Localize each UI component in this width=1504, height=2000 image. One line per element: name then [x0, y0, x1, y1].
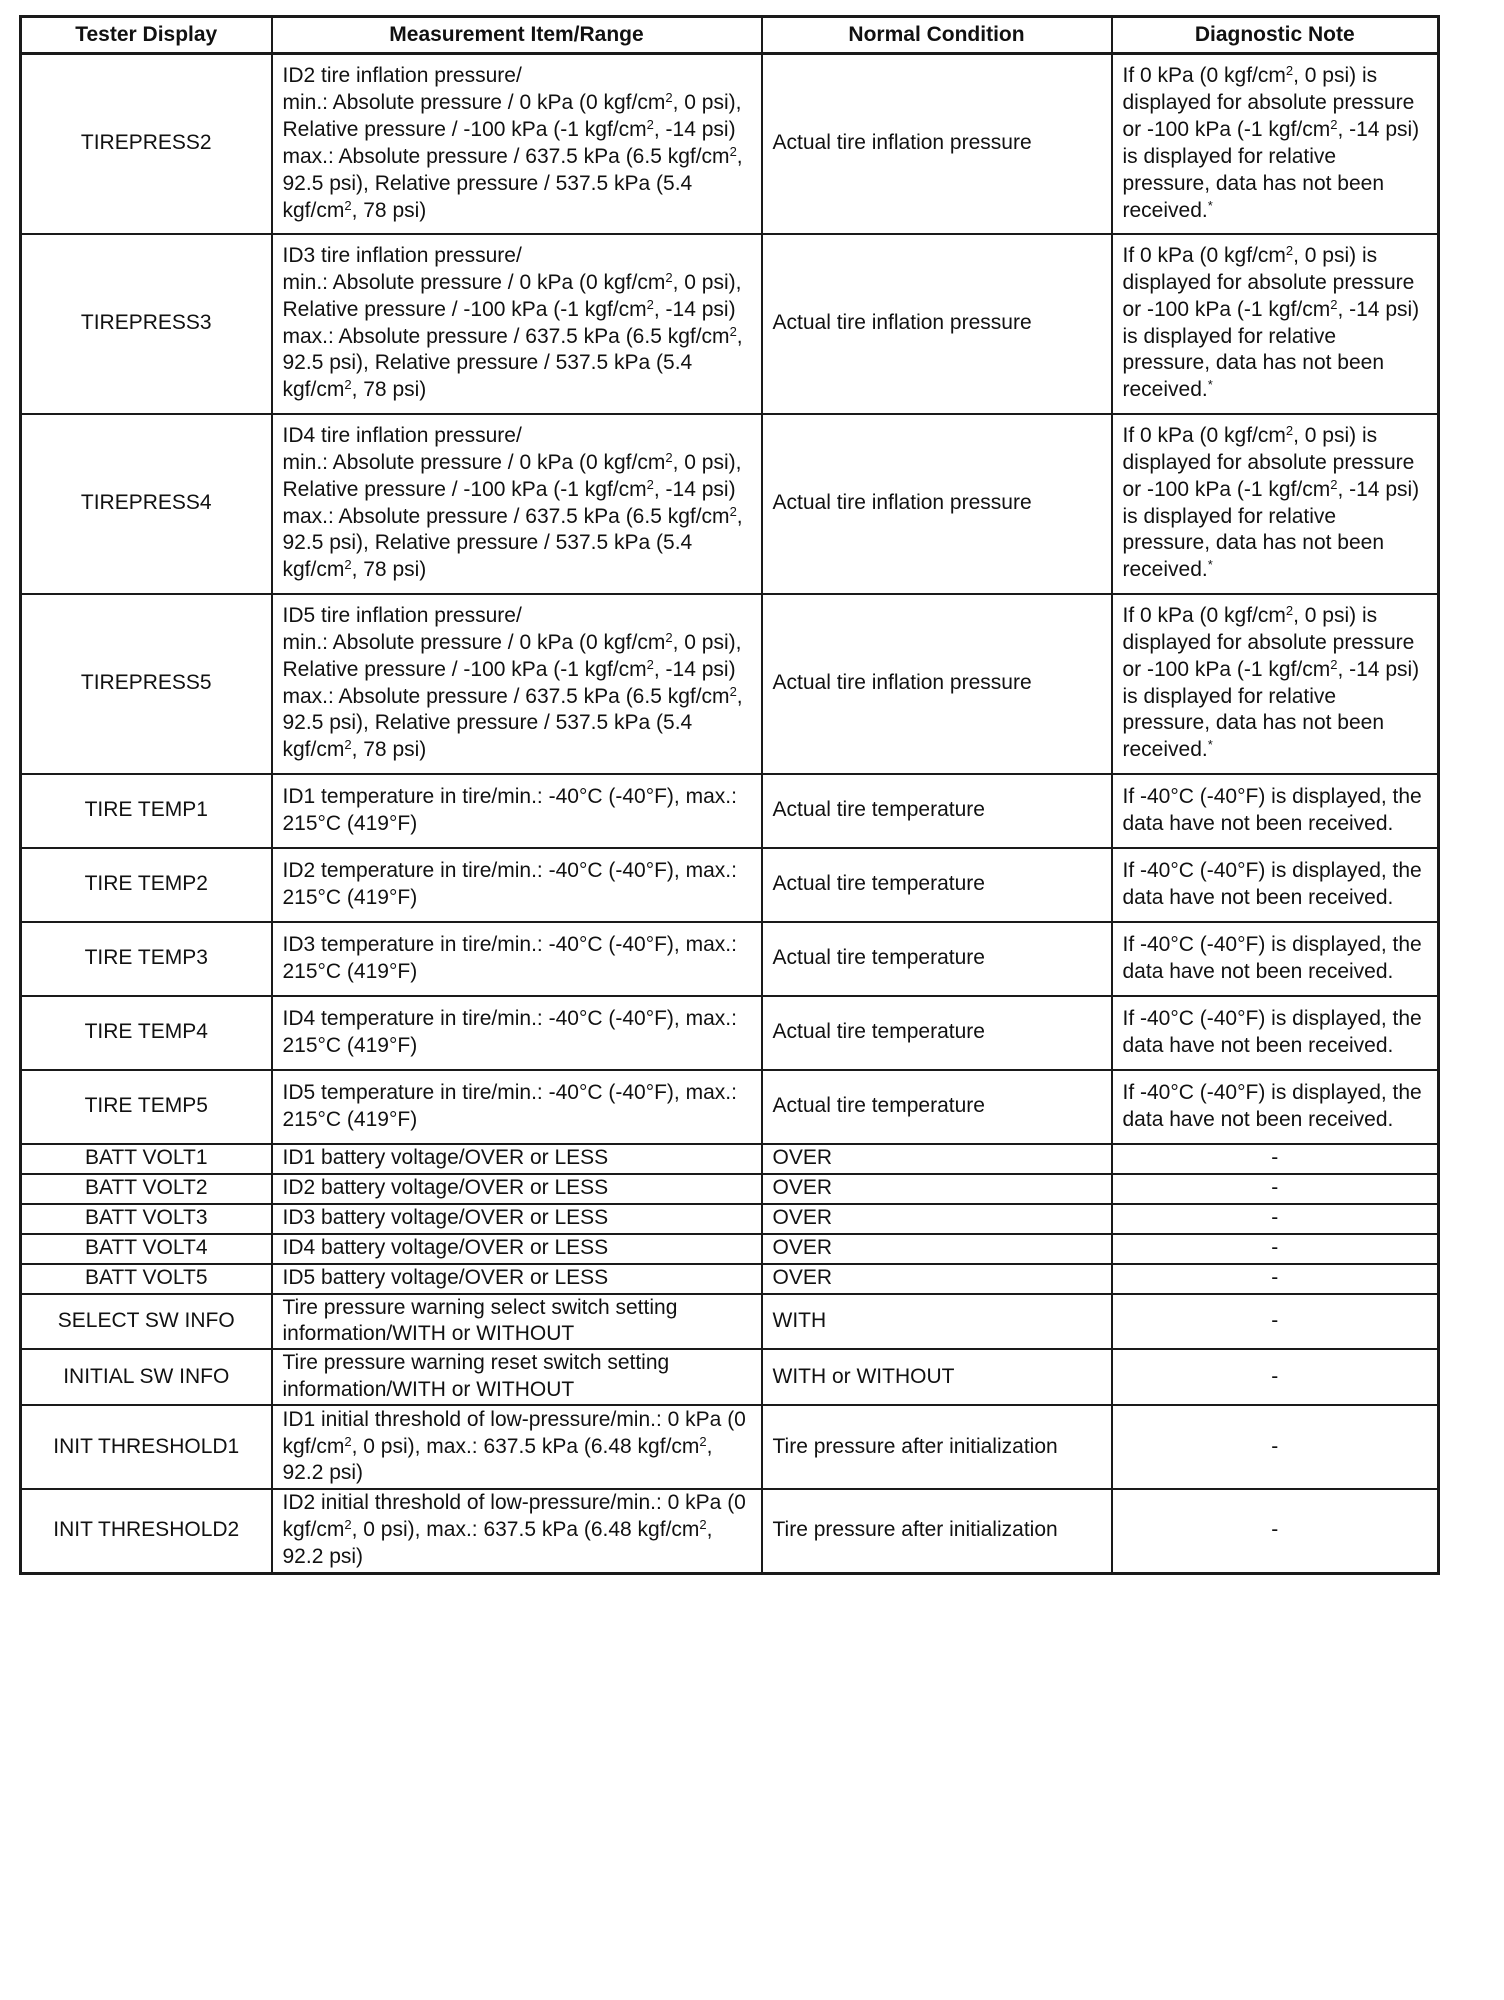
cell-diagnostic-note: If 0 kPa (0 kgf/$cm^2$, 0 psi) is displayed for absolute pressure or -100 kPa (-1 kgf/$cm^2$, -14 psi) is displayed for relative pressure, data has not been received.* — [1112, 414, 1439, 594]
cell-normal-condition: WITH or WITHOUT — [762, 1349, 1112, 1405]
cell-normal-condition: Actual tire inflation pressure — [762, 54, 1112, 234]
cell-tester-display: BATT VOLT5 — [21, 1264, 272, 1294]
table-row — [21, 1144, 1439, 1174]
cell-diagnostic-note: - — [1112, 1204, 1439, 1234]
table-row — [21, 234, 1439, 414]
cell-normal-condition: Actual tire temperature — [762, 774, 1112, 848]
cell-measurement-item: ID1 temperature in tire/min.: -40°C (-40°F), max.: 215°C (419°F) — [272, 774, 762, 848]
table-row — [21, 1349, 1439, 1405]
cell-measurement-item: ID4 tire inflation pressure/ min.: Absolute pressure / 0 kPa (0 kgf/$cm^2$, 0 psi), Relative pressure / -100 kPa (-1 kgf/$cm^2$, -14 psi) max.: Absolute pressure / 637.5 kPa (6.5 kgf/$cm^2$, 92.5 psi), Relative pressure / 537.5 kPa (5.4 kgf/$cm^2$, 78 psi) — [272, 414, 762, 594]
cell-normal-condition: Actual tire inflation pressure — [762, 414, 1112, 594]
cell-diagnostic-note: - — [1112, 1405, 1439, 1489]
table-row — [21, 594, 1439, 774]
data-list-page — [19, 15, 1437, 1575]
cell-normal-condition: Actual tire temperature — [762, 996, 1112, 1070]
table-row — [21, 414, 1439, 594]
cell-measurement-item: ID5 tire inflation pressure/ min.: Absolute pressure / 0 kPa (0 kgf/$cm^2$, 0 psi), Relative pressure / -100 kPa (-1 kgf/$cm^2$, -14 psi) max.: Absolute pressure / 637.5 kPa (6.5 kgf/$cm^2$, 92.5 psi), Relative pressure / 537.5 kPa (5.4 kgf/$cm^2$, 78 psi) — [272, 594, 762, 774]
table-row — [21, 922, 1439, 996]
header-tester-display: Tester Display — [21, 17, 272, 54]
header-row — [21, 17, 1439, 54]
cell-normal-condition: WITH — [762, 1294, 1112, 1350]
cell-tester-display: TIRE TEMP4 — [21, 996, 272, 1070]
cell-tester-display: BATT VOLT1 — [21, 1144, 272, 1174]
cell-tester-display: TIREPRESS5 — [21, 594, 272, 774]
cell-normal-condition: Actual tire inflation pressure — [762, 594, 1112, 774]
cell-tester-display: INIT THRESHOLD2 — [21, 1489, 272, 1573]
cell-normal-condition: OVER — [762, 1174, 1112, 1204]
cell-normal-condition: Tire pressure after initialization — [762, 1489, 1112, 1573]
cell-diagnostic-note: If -40°C (-40°F) is displayed, the data have not been received. — [1112, 1070, 1439, 1144]
table-row — [21, 848, 1439, 922]
table-row — [21, 1234, 1439, 1264]
data-list-table — [19, 15, 1440, 1575]
table-row — [21, 1174, 1439, 1204]
table-row — [21, 1264, 1439, 1294]
cell-measurement-item: ID4 temperature in tire/min.: -40°C (-40°F), max.: 215°C (419°F) — [272, 996, 762, 1070]
cell-diagnostic-note: - — [1112, 1234, 1439, 1264]
cell-diagnostic-note: If 0 kPa (0 kgf/$cm^2$, 0 psi) is displayed for absolute pressure or -100 kPa (-1 kgf/$cm^2$, -14 psi) is displayed for relative pressure, data has not been received.* — [1112, 594, 1439, 774]
cell-diagnostic-note: - — [1112, 1294, 1439, 1350]
cell-tester-display: TIRE TEMP2 — [21, 848, 272, 922]
cell-diagnostic-note: If -40°C (-40°F) is displayed, the data have not been received. — [1112, 774, 1439, 848]
table-row — [21, 1489, 1439, 1573]
cell-tester-display: INITIAL SW INFO — [21, 1349, 272, 1405]
cell-diagnostic-note: If 0 kPa (0 kgf/$cm^2$, 0 psi) is displayed for absolute pressure or -100 kPa (-1 kgf/$cm^2$, -14 psi) is displayed for relative pressure, data has not been received.* — [1112, 234, 1439, 414]
cell-diagnostic-note: - — [1112, 1144, 1439, 1174]
table-row — [21, 1204, 1439, 1234]
cell-normal-condition: OVER — [762, 1204, 1112, 1234]
cell-measurement-item: ID5 temperature in tire/min.: -40°C (-40°F), max.: 215°C (419°F) — [272, 1070, 762, 1144]
cell-tester-display: TIRE TEMP5 — [21, 1070, 272, 1144]
header-diagnostic-note: Diagnostic Note — [1112, 17, 1439, 54]
cell-measurement-item: Tire pressure warning reset switch setting information/WITH or WITHOUT — [272, 1349, 762, 1405]
cell-measurement-item: ID3 tire inflation pressure/ min.: Absolute pressure / 0 kPa (0 kgf/$cm^2$, 0 psi), Relative pressure / -100 kPa (-1 kgf/$cm^2$, -14 psi) max.: Absolute pressure / 637.5 kPa (6.5 kgf/$cm^2$, 92.5 psi), Relative pressure / 537.5 kPa (5.4 kgf/$cm^2$, 78 psi) — [272, 234, 762, 414]
cell-tester-display: TIREPRESS3 — [21, 234, 272, 414]
table-row — [21, 1070, 1439, 1144]
cell-measurement-item: ID2 tire inflation pressure/ min.: Absolute pressure / 0 kPa (0 kgf/$cm^2$, 0 psi), Relative pressure / -100 kPa (-1 kgf/$cm^2$, -14 psi) max.: Absolute pressure / 637.5 kPa (6.5 kgf/$cm^2$, 92.5 psi), Relative pressure / 537.5 kPa (5.4 kgf/$cm^2$, 78 psi) — [272, 54, 762, 234]
cell-normal-condition: Tire pressure after initialization — [762, 1405, 1112, 1489]
cell-tester-display: TIREPRESS4 — [21, 414, 272, 594]
cell-diagnostic-note: - — [1112, 1349, 1439, 1405]
table-row — [21, 774, 1439, 848]
cell-normal-condition: Actual tire temperature — [762, 848, 1112, 922]
cell-tester-display: BATT VOLT3 — [21, 1204, 272, 1234]
cell-measurement-item: Tire pressure warning select switch setting information/WITH or WITHOUT — [272, 1294, 762, 1350]
cell-tester-display: TIRE TEMP1 — [21, 774, 272, 848]
cell-diagnostic-note: - — [1112, 1174, 1439, 1204]
table-header — [21, 17, 1439, 54]
cell-tester-display: BATT VOLT2 — [21, 1174, 272, 1204]
cell-tester-display: SELECT SW INFO — [21, 1294, 272, 1350]
cell-measurement-item: ID2 battery voltage/OVER or LESS — [272, 1174, 762, 1204]
cell-measurement-item: ID5 battery voltage/OVER or LESS — [272, 1264, 762, 1294]
header-measurement-item-range: Measurement Item/Range — [272, 17, 762, 54]
cell-diagnostic-note: If 0 kPa (0 kgf/$cm^2$, 0 psi) is displayed for absolute pressure or -100 kPa (-1 kgf/$cm^2$, -14 psi) is displayed for relative pressure, data has not been received.* — [1112, 54, 1439, 234]
cell-diagnostic-note: If -40°C (-40°F) is displayed, the data have not been received. — [1112, 922, 1439, 996]
cell-tester-display: INIT THRESHOLD1 — [21, 1405, 272, 1489]
cell-measurement-item: ID3 temperature in tire/min.: -40°C (-40°F), max.: 215°C (419°F) — [272, 922, 762, 996]
table-row — [21, 996, 1439, 1070]
cell-measurement-item: ID2 temperature in tire/min.: -40°C (-40°F), max.: 215°C (419°F) — [272, 848, 762, 922]
cell-measurement-item: ID4 battery voltage/OVER or LESS — [272, 1234, 762, 1264]
cell-tester-display: TIREPRESS2 — [21, 54, 272, 234]
cell-normal-condition: Actual tire inflation pressure — [762, 234, 1112, 414]
table-body — [21, 54, 1439, 1574]
cell-diagnostic-note: - — [1112, 1489, 1439, 1573]
cell-normal-condition: Actual tire temperature — [762, 922, 1112, 996]
cell-diagnostic-note: If -40°C (-40°F) is displayed, the data have not been received. — [1112, 996, 1439, 1070]
cell-measurement-item: ID1 battery voltage/OVER or LESS — [272, 1144, 762, 1174]
cell-measurement-item: ID2 initial threshold of low-pressure/min.: 0 kPa (0 kgf/$cm^2$, 0 psi), max.: 637.5 kPa (6.48 kgf/$cm^2$, 92.2 psi) — [272, 1489, 762, 1573]
cell-normal-condition: OVER — [762, 1144, 1112, 1174]
header-normal-condition: Normal Condition — [762, 17, 1112, 54]
cell-measurement-item: ID1 initial threshold of low-pressure/min.: 0 kPa (0 kgf/$cm^2$, 0 psi), max.: 637.5 kPa (6.48 kgf/$cm^2$, 92.2 psi) — [272, 1405, 762, 1489]
cell-tester-display: BATT VOLT4 — [21, 1234, 272, 1264]
cell-diagnostic-note: - — [1112, 1264, 1439, 1294]
cell-tester-display: TIRE TEMP3 — [21, 922, 272, 996]
table-row — [21, 1294, 1439, 1350]
cell-normal-condition: Actual tire temperature — [762, 1070, 1112, 1144]
cell-diagnostic-note: If -40°C (-40°F) is displayed, the data have not been received. — [1112, 848, 1439, 922]
cell-normal-condition: OVER — [762, 1264, 1112, 1294]
cell-normal-condition: OVER — [762, 1234, 1112, 1264]
table-row — [21, 54, 1439, 234]
cell-measurement-item: ID3 battery voltage/OVER or LESS — [272, 1204, 762, 1234]
table-row — [21, 1405, 1439, 1489]
